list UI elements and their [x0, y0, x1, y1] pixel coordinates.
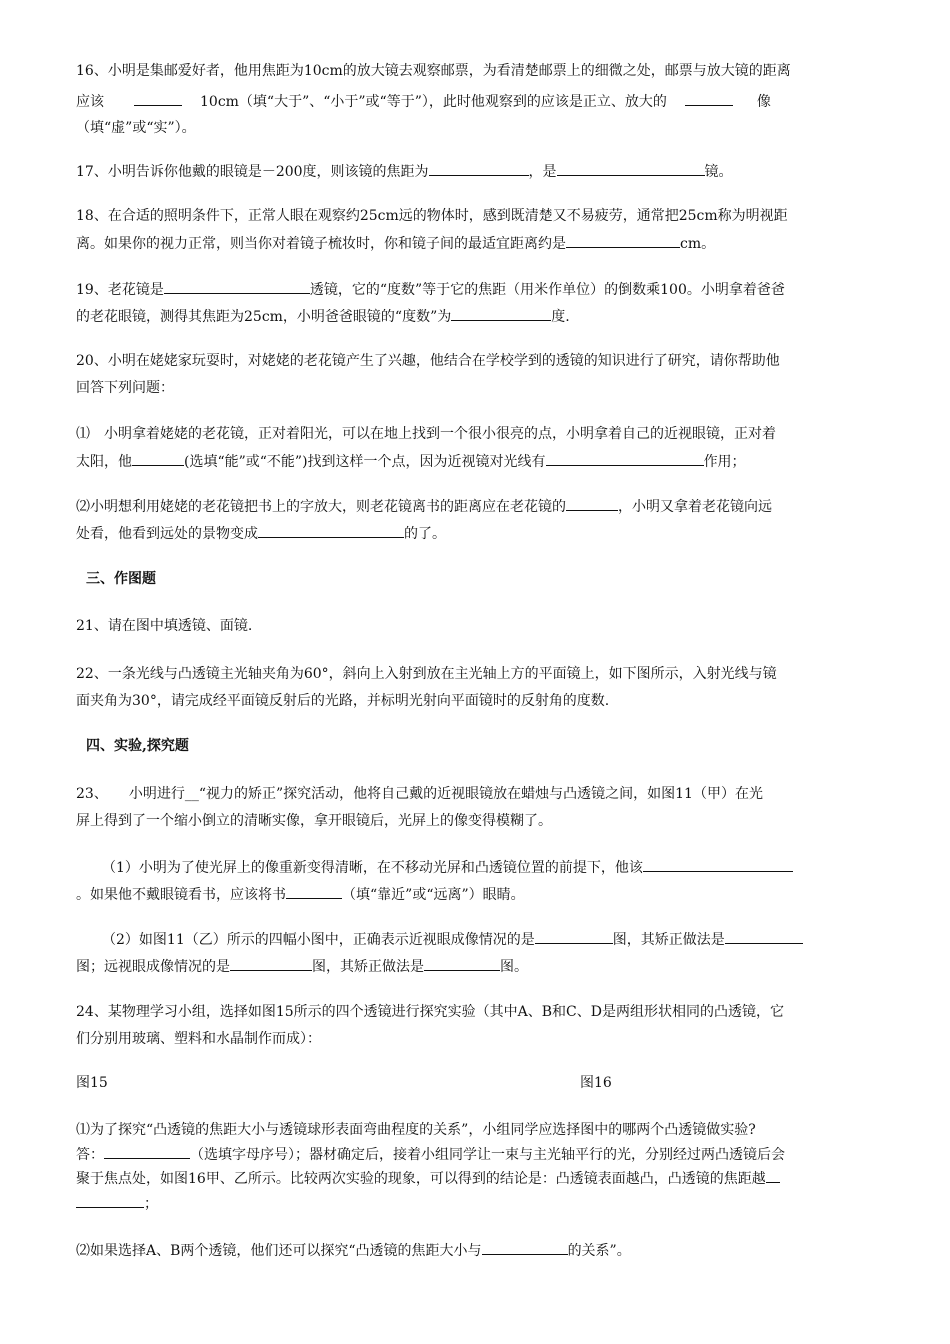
answer-blank[interactable]	[286, 884, 342, 899]
answer-blank[interactable]	[424, 956, 500, 971]
answer-blank[interactable]	[685, 91, 733, 106]
q20-part2-line-2: 处看，他看到远处的景物变成 的了。	[76, 523, 446, 544]
answer-blank[interactable]	[766, 1168, 780, 1183]
figure-15-label: 图15	[76, 1075, 108, 1091]
q24-line-2: 们分别用玻璃、塑料和水晶制作而成）：	[76, 1031, 321, 1047]
answer-blank[interactable]	[725, 929, 803, 944]
section-heading-drawing: 三、作图题	[86, 571, 156, 587]
q23-line-2: 屏上得到了一个缩小倒立的清晰实像，拿开眼镜后，光屏上的像变得模糊了。	[76, 813, 552, 829]
q19-line-2: 的老花眼镜，测得其焦距为25cm，小明爸爸眼镜的“度数”为 度.	[76, 306, 570, 327]
figure-16-label: 图16	[580, 1075, 612, 1091]
q16-line-3: （填“虚”或“实”）。	[76, 120, 196, 136]
answer-blank[interactable]	[643, 857, 793, 872]
q23-part1-line-1: （1）小明为了使光屏上的像重新变得清晰，在不移动光屏和凸透镜位置的前提下，他该	[102, 857, 793, 878]
q24-part1-line-1: ⑴为了探究“凸透镜的焦距大小与透镜球形表面弯曲程度的关系”，小组同学应选择图中的哪两个凸透镜做实验?	[76, 1122, 756, 1138]
q24-part1-line-4: ；	[76, 1193, 158, 1214]
section-heading-experiment: 四、实验,探究题	[86, 738, 189, 754]
answer-blank[interactable]	[535, 929, 613, 944]
answer-blank[interactable]	[566, 496, 618, 511]
q24-part1-line-3: 聚于焦点处，如图16甲、乙所示。比较两次实验的现象，可以得到的结论是：凸透镜表面越凸，凸透镜的焦距越	[76, 1168, 780, 1189]
q23-part2-line-2: 图；远视眼成像情况的是 图，其矫正做法是 图。	[76, 956, 528, 977]
answer-blank[interactable]	[451, 306, 551, 321]
q24-line-1: 24、某物理学习小组，选择如图15所示的四个透镜进行探究实验（其中A、B和C、D是两组形状相同的凸透镜，它	[76, 1004, 784, 1020]
answer-blank[interactable]	[104, 1144, 190, 1159]
q22-line-1: 22、一条光线与凸透镜主光轴夹角为60°，斜向上入射到放在主光轴上方的平面镜上，如下图所示，入射光线与镜	[76, 666, 777, 682]
q20-line-1: 20、小明在姥姥家玩耍时，对姥姥的老花镜产生了兴趣，他结合在学校学到的透镜的知识进行了研究，请你帮助他	[76, 353, 780, 369]
answer-blank[interactable]	[76, 1193, 144, 1208]
answer-blank[interactable]	[164, 279, 310, 294]
q24-part1-line-2: 答： （选填字母序号）；器材确定后，接着小组同学让一束与主光轴平行的光，分别经过两凸透镜后会	[76, 1144, 785, 1165]
q18-line-1: 18、在合适的照明条件下，正常人眼在观察约25cm远的物体时，感到既清楚又不易疲劳，通常把25cm称为明视距	[76, 208, 788, 224]
q23-line-1: 23、 小明进行__“视力的矫正”探究活动，他将自己戴的近视眼镜放在蜡烛与凸透镜之间，如图11（甲）在光	[76, 786, 763, 802]
answer-blank[interactable]	[429, 161, 529, 176]
answer-blank[interactable]	[134, 91, 182, 106]
q20-part2-line-1: ⑵小明想利用姥姥的老花镜把书上的字放大，则老花镜离书的距离应在老花镜的 ，小明又拿着老花镜向远	[76, 496, 772, 517]
answer-blank[interactable]	[566, 233, 680, 248]
answer-blank[interactable]	[258, 523, 404, 538]
q20-part1-line-2: 太阳，他 (选填“能”或“不能”)找到这样一个点，因为近视镜对光线有 作用；	[76, 451, 746, 472]
q16-line-2: 应该 10cm（填“大于”、“小于”或“等于”），此时他观察到的应该是正立、放大的 像	[76, 91, 771, 112]
answer-blank[interactable]	[546, 451, 704, 466]
answer-blank[interactable]	[132, 451, 184, 466]
q21-line: 21、请在图中填透镜、面镜.	[76, 618, 253, 634]
answer-blank[interactable]	[557, 161, 705, 176]
answer-blank[interactable]	[230, 956, 312, 971]
q23-part1-line-2: 。如果他不戴眼镜看书，应该将书 （填“靠近”或“远离”）眼睛。	[76, 884, 525, 905]
q17-line: 17、小明告诉你他戴的眼镜是－200度，则该镜的焦距为 ，是 镜。	[76, 161, 733, 182]
q18-line-2: 离。如果你的视力正常，则当你对着镜子梳妆时，你和镜子间的最适宜距离约是 cm。	[76, 233, 715, 254]
q20-part1-line-1: ⑴ 小明拿着姥姥的老花镜，正对着阳光，可以在地上找到一个很小很亮的点，小明拿着自己的近视眼镜，正对着	[76, 426, 776, 442]
q20-line-2: 回答下列问题：	[76, 380, 174, 396]
q19-line-1: 19、老花镜是 透镜，它的“度数”等于它的焦距（用米作单位）的倒数乘100。小明拿着爸爸	[76, 279, 785, 300]
q22-line-2: 面夹角为30°，请完成经平面镜反射后的光路，并标明光射向平面镜时的反射角的度数.	[76, 693, 610, 709]
answer-blank[interactable]	[482, 1240, 568, 1255]
q23-part2-line-1: （2）如图11（乙）所示的四幅小图中，正确表示近视眼成像情况的是 图，其矫正做法是	[102, 929, 803, 950]
q24-part2-line: ⑵如果选择A、B两个透镜，他们还可以探究“凸透镜的焦距大小与 的关系”。	[76, 1240, 631, 1261]
q16-line-1: 16、小明是集邮爱好者，他用焦距为10cm的放大镜去观察邮票，为看清楚邮票上的细微之处，邮票与放大镜的距离	[76, 63, 791, 79]
